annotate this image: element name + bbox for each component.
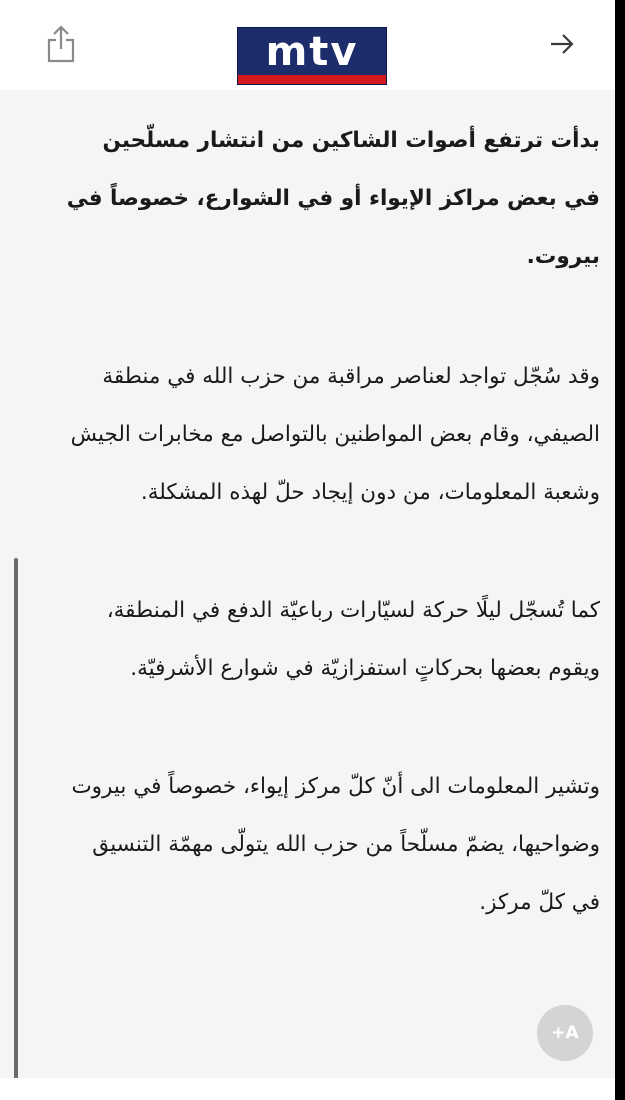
bottom-bar: [0, 1078, 615, 1100]
mtv-logo[interactable]: [238, 28, 386, 84]
article-paragraph: وقد سُجّل تواجد لعناصر مراقبة من حزب الله في منطقة الصيفي، وقام بعض المواطنين بالتواصل مع مخابرات الجيش وشعبة المعلومات، من دون إيجاد حلّ لهذه المشكلة.: [70, 364, 600, 505]
top-bar: [0, 0, 615, 90]
share-icon: [46, 25, 76, 63]
logo-text: mtv: [265, 29, 359, 75]
article-paragraph: وتشير المعلومات الى أنّ كلّ مركز إيواء، خصوصاً في بيروت وضواحيها، يضمّ مسلّحاً من حزب الله يتولّى مهمّة التنسيق في كلّ مركز.: [71, 774, 600, 915]
share-button[interactable]: [44, 24, 78, 64]
forward-button[interactable]: [544, 26, 580, 62]
logo-stripe: [238, 75, 386, 84]
font-size-button[interactable]: +A: [537, 1005, 593, 1061]
arrow-right-icon: [549, 33, 575, 55]
article-lead: بدأت ترتفع أصوات الشاكين من انتشار مسلّحين في بعض مراكز الإيواء أو في الشوارع، خصوصاً في بيروت.: [66, 128, 600, 269]
article-paragraph: كما تُسجّل ليلًا حركة لسيّارات رباعيّة الدفع في المنطقة، ويقوم بعضها بحركاتٍ استفزازيّة في شوارع الأشرفيّة.: [106, 598, 600, 681]
scrollbar[interactable]: [14, 558, 18, 1100]
article-body: [60, 112, 600, 992]
